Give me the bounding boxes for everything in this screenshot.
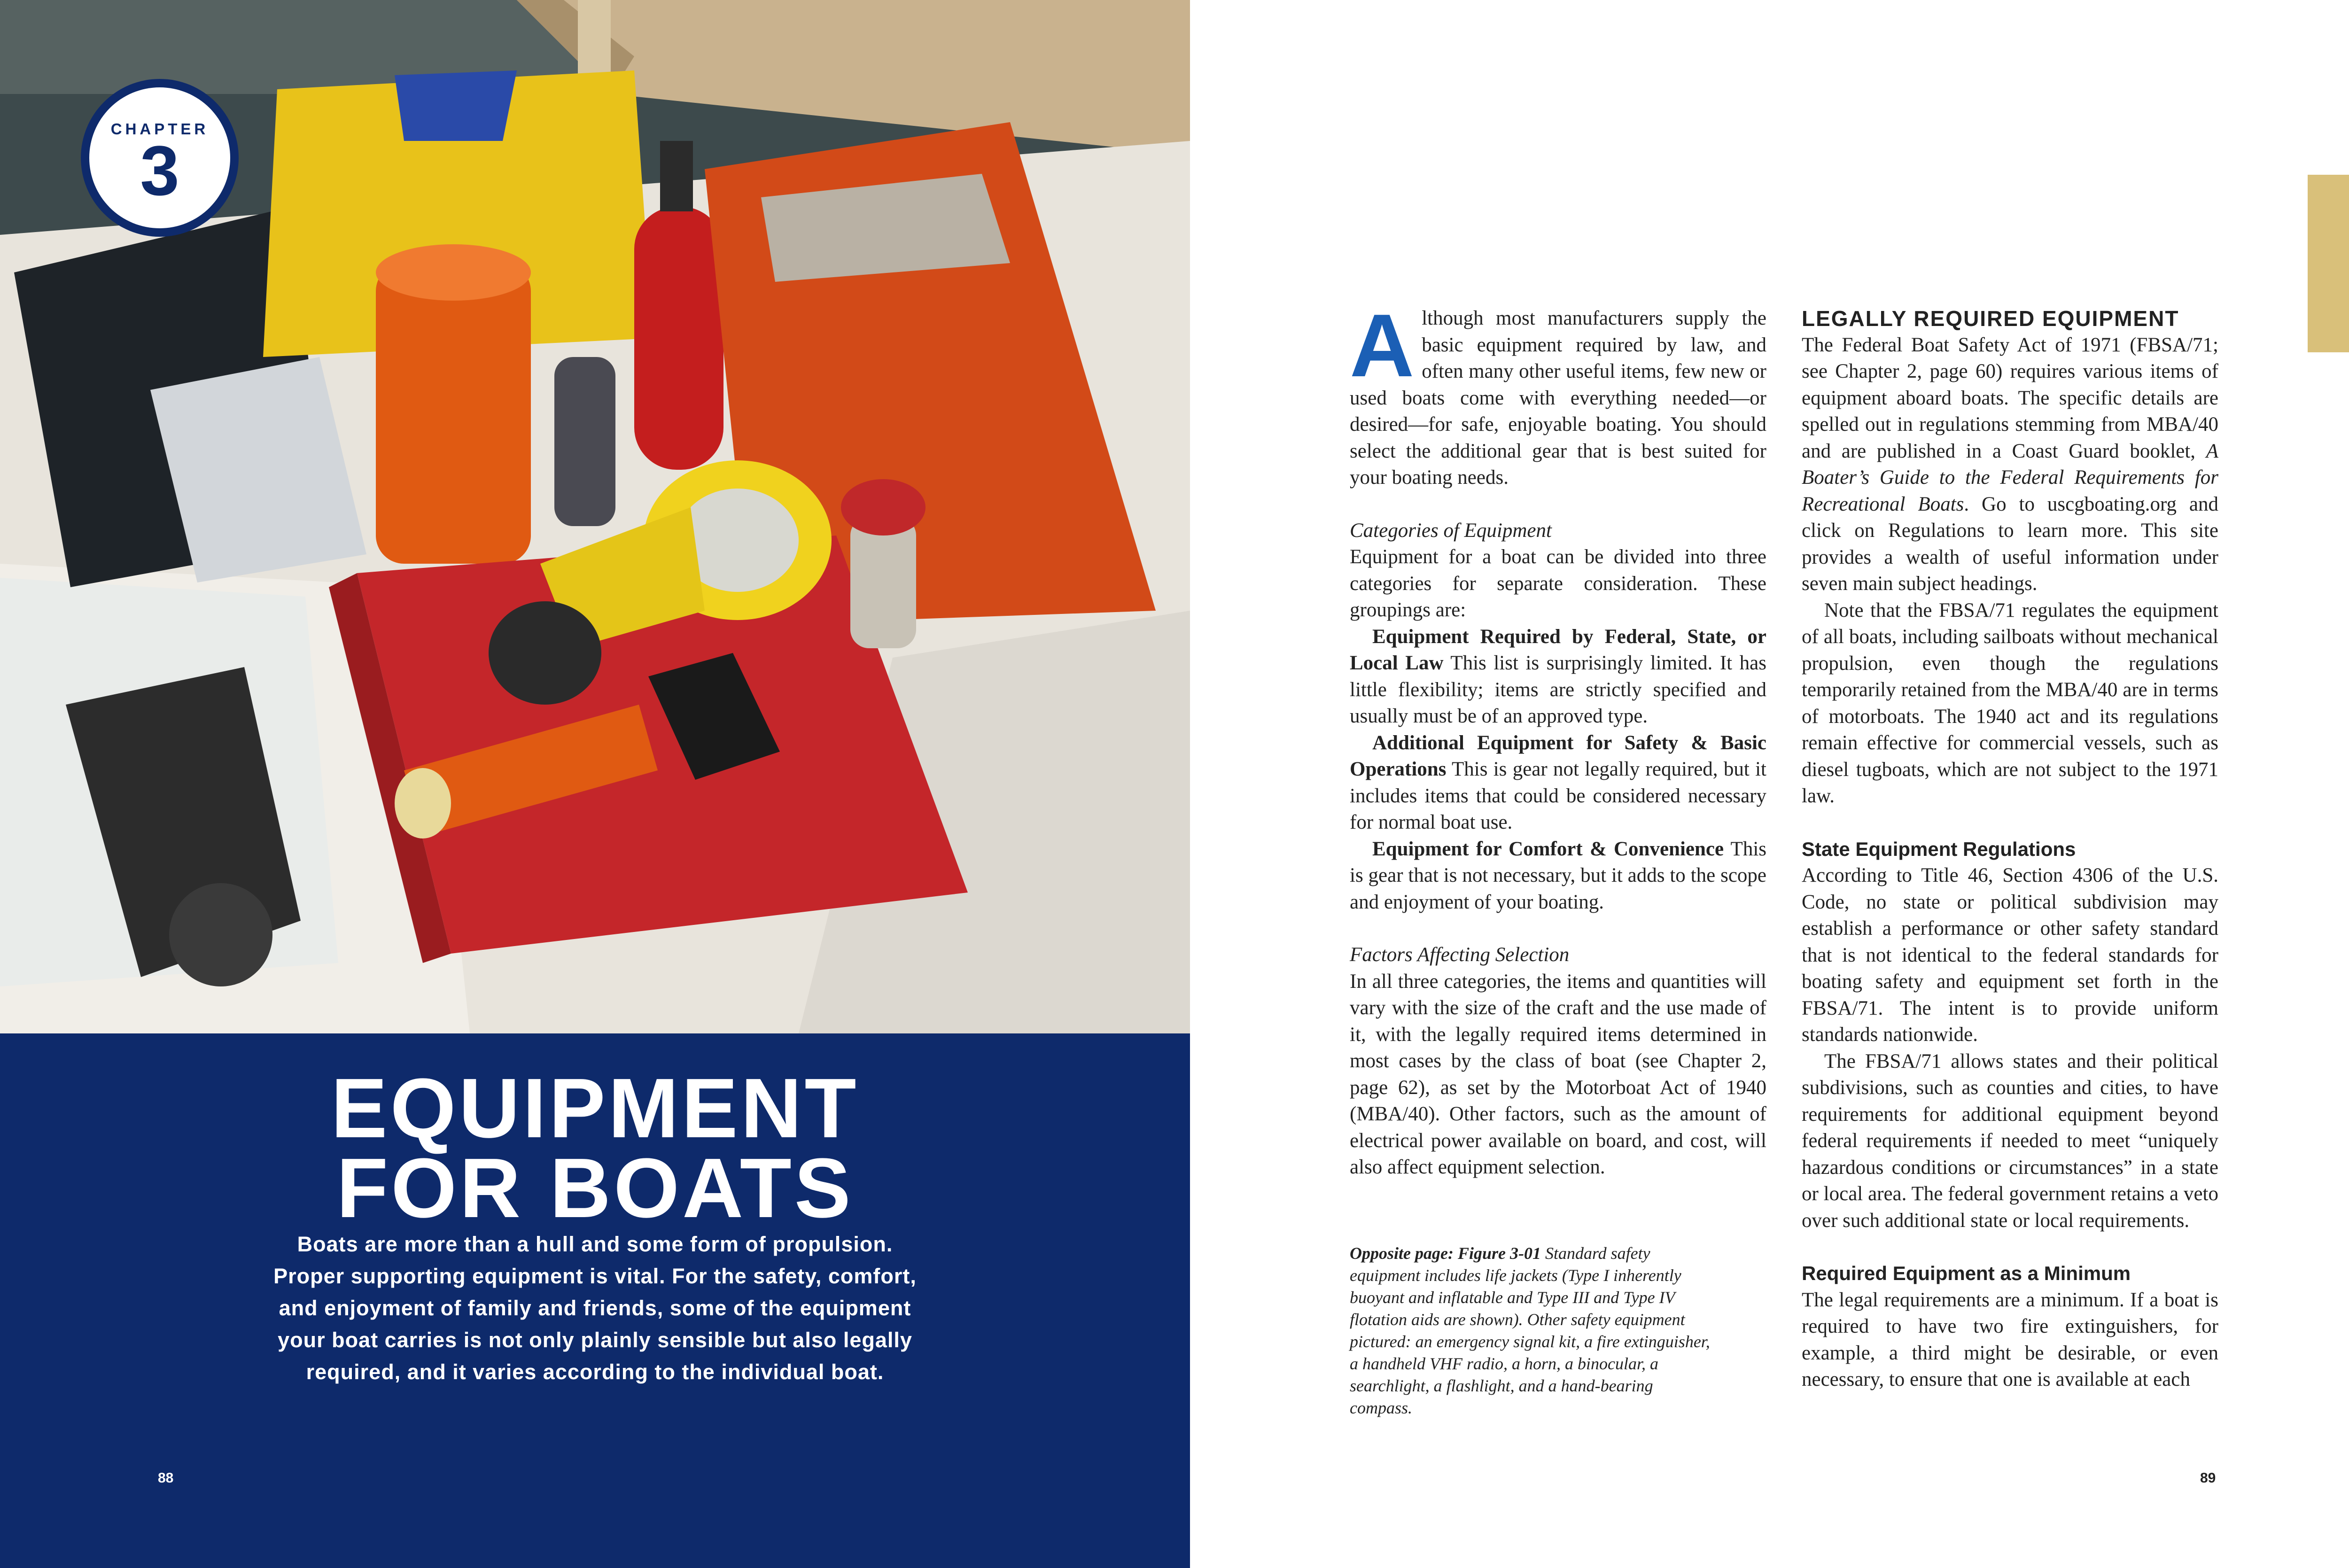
figure-caption bbox=[1350, 1242, 1711, 1419]
paragraph: According to Title 46, Section 4306 of the U.S. Code, no state or political subdivision may establish a performance or other safety standard that is not identical to the federal standards for boating safety and equipment set forth in the FBSA/71. The intent is to provide uniform standards nationwide. bbox=[1802, 864, 2218, 1046]
subheading-factors: Factors Affecting Selection bbox=[1350, 944, 1570, 966]
paragraph-text: This is gear not legally required, but it includes items that could be considered necessary for normal boat use. bbox=[1350, 758, 1766, 833]
opening-text: lthough most manufacturers supply the basic equipment required by law, and often many other useful items, few new or used boats come with everything needed—or desired—for safe, enjoyable boating. You should select the additional gear that is best suited for your boating needs. bbox=[1350, 307, 1766, 489]
paragraph bbox=[1802, 332, 2218, 598]
subheading-categories: Categories of Equipment bbox=[1350, 519, 1552, 542]
runin-heading: Equipment for Comfort & Convenience bbox=[1372, 838, 1724, 860]
paragraph bbox=[1350, 624, 1766, 730]
paragraph-text: The Federal Boat Safety Act of 1971 (FBSA/71; see Chapter 2, page 60) requires various items of equipment aboard boats. The specific details are spelled out in regulations stemming from MBA/40 and are published in a Coast Guard booklet, bbox=[1802, 334, 2218, 462]
chapter-intro: Boats are more than a hull and some form of propulsion. Proper supporting equipment is vital. For the safety, comfort, and enjoyment of family and friends, some of the equipment your boat carries is not only plainly sensible but also legally required, and it varies according to the individual boat. bbox=[273, 1232, 917, 1384]
chapter-title-line-1: EQUIPMENT bbox=[331, 1061, 859, 1156]
page-number-right: 89 bbox=[2200, 1470, 2216, 1486]
opening-paragraph bbox=[1350, 296, 1766, 491]
chapter-badge-inner bbox=[89, 87, 230, 228]
section-heading-legal: LEGALLY REQUIRED EQUIPMENT bbox=[1802, 306, 2179, 331]
paragraph-text: This is gear that is not necessary, but it adds to the scope and enjoyment of your boating. bbox=[1350, 838, 1767, 913]
caption-label: Opposite page: Figure 3-01 bbox=[1350, 1244, 1541, 1263]
paragraph-text: . Go to uscgboating.org and click on Regulations to learn more. This site provides a wealth of useful information under seven main subject headings. bbox=[1802, 493, 2218, 595]
chapter-number: 3 bbox=[140, 131, 179, 210]
paragraph: Note that the FBSA/71 regulates the equipment of all boats, including sailboats without mechanical propulsion, even though the regulations temporarily retained from the MBA/40 are in terms of motorboats. The 1940 act and its regulations remain effective for commercial vessels, such as diesel tugboats, which are not subject to the 1971 law. bbox=[1802, 599, 2218, 807]
booklet-title: A Boater’s Guide to the Federal Requirements for Recreational Boats bbox=[1802, 440, 2218, 515]
paragraph bbox=[1350, 730, 1766, 836]
paragraph: Equipment for a boat can be divided into three categories for separate consideration. These groupings are: bbox=[1350, 546, 1766, 621]
chapter-title-line-2: FOR BOATS bbox=[336, 1141, 854, 1235]
subheading-minimum: Required Equipment as a Minimum bbox=[1802, 1262, 2131, 1284]
runin-heading: Additional Equipment for Safety & Basic Operations bbox=[1350, 731, 1766, 780]
subheading-state: State Equipment Regulations bbox=[1802, 838, 2076, 860]
chapter-thumb-tab bbox=[2308, 175, 2349, 352]
paragraph: The legal requirements are a minimum. If a boat is required to have two fire extinguishers, for example, a third might be desirable, or even necessary, to ensure that one is available at each bbox=[1802, 1289, 2218, 1390]
chapter-label: CHAPTER bbox=[110, 120, 209, 138]
drop-cap: A bbox=[1350, 296, 1415, 396]
paragraph bbox=[1350, 836, 1766, 916]
text-column-2 bbox=[1802, 305, 2218, 1393]
page-number-left: 88 bbox=[158, 1470, 174, 1486]
caption-text: Standard safety equipment includes life jackets (Type I inherently buoyant and inflatable and Type III and Type IV flotation aids are shown). Other safety equipment pictured: an emergency signal kit, a fire extinguisher, a handheld VHF radio, a horn, a binocular, a searchlight, a flashlight, and a hand-bearing compass. bbox=[1350, 1244, 1710, 1417]
chapter-badge bbox=[81, 79, 239, 237]
paragraph: The FBSA/71 allows states and their political subdivisions, such as counties and cities, to have requirements for additional equipment beyond federal requirements if needed to meet “uniquely hazardous conditions or circumstances” in a state or local area. The federal government retains a veto over such additional state or local requirements. bbox=[1802, 1050, 2218, 1232]
text-column-1 bbox=[1350, 296, 1767, 1181]
paragraph: In all three categories, the items and quantities will vary with the size of the craft and the use made of it, with the legally required items determined in most cases by the class of boat (see Chapter 2, page 62), as set by the Motorboat Act of 1940 (MBA/40). Other factors, such as the amount of electrical power available on board, and cost, will also affect equipment selection. bbox=[1350, 970, 1766, 1178]
runin-heading: Equipment Required by Federal, State, or Local Law bbox=[1350, 625, 1766, 674]
paragraph-text: This list is surprisingly limited. It has little flexibility; items are strictly specified and usually must be of an approved type. bbox=[1350, 652, 1766, 727]
